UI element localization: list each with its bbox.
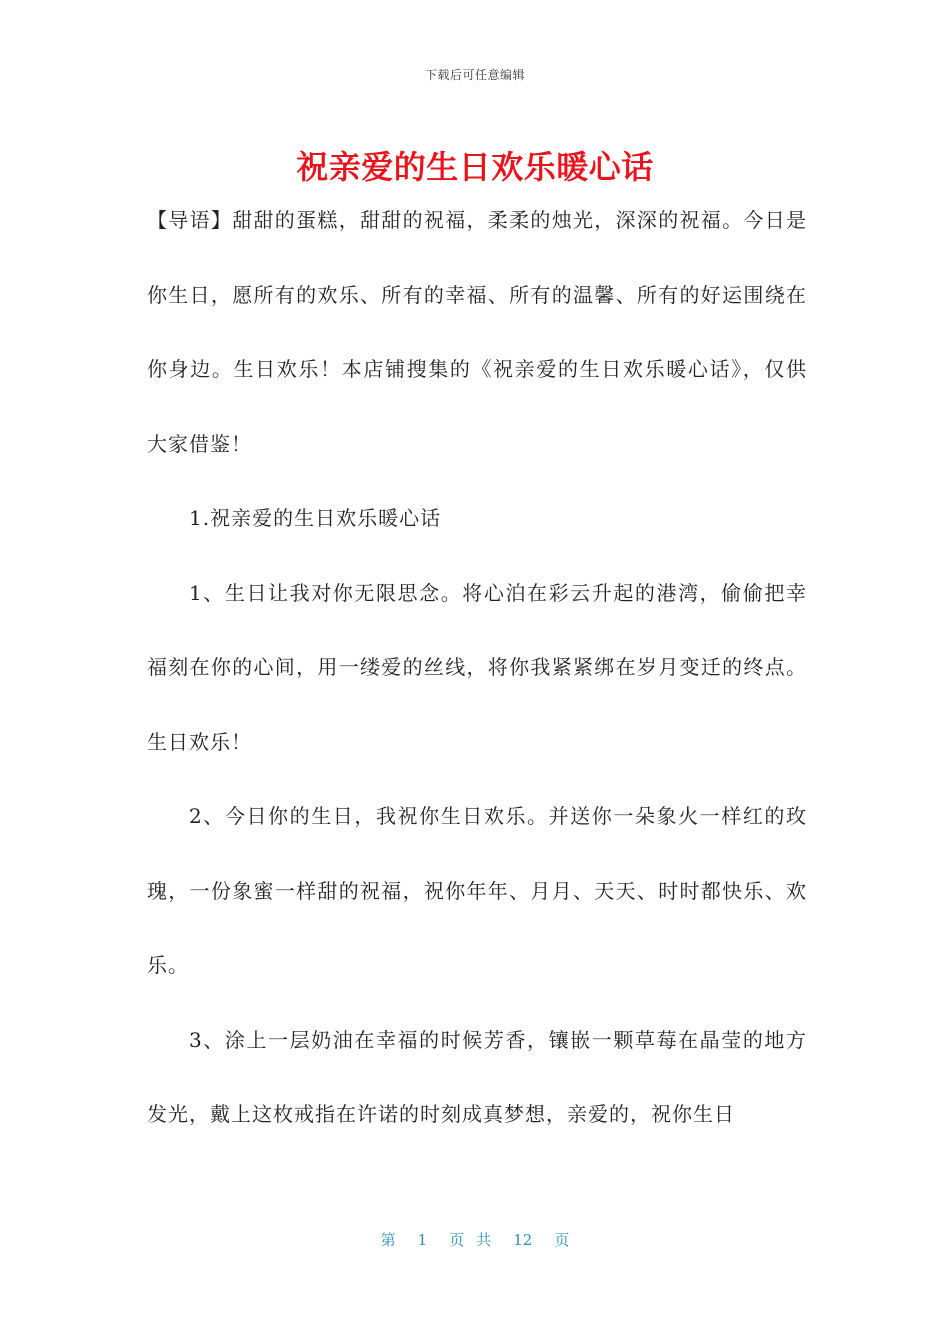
footer-suffix: 页 (554, 1231, 570, 1249)
wish-item-2: 2、今日你的生日，我祝你生日欢乐。并送你一朵象火一样红的玫瑰，一份象蜜一样甜的祝福，祝你年年、月月、天天、时时都快乐、欢乐。 (147, 804, 807, 977)
current-page-number: 1 (417, 1231, 428, 1249)
page-footer (0, 1229, 950, 1250)
footer-prefix: 第 (380, 1231, 396, 1249)
footer-mid: 页共 (449, 1231, 504, 1249)
wish-item-3: 3、涂上一层奶油在幸福的时候芳香，镶嵌一颗草莓在晶莹的地方发光，戴上这枚戒指在许诺的时刻成真梦想，亲爱的，祝你生日 (147, 1027, 807, 1126)
document-title: 祝亲爱的生日欢乐暖心话 (296, 148, 654, 186)
total-pages-number: 12 (513, 1231, 533, 1249)
document-body (147, 183, 807, 1152)
section-heading: 1.祝亲爱的生日欢乐暖心话 (189, 506, 442, 530)
header-note: 下载后可任意编辑 (424, 68, 525, 82)
intro-paragraph: 【导语】甜甜的蛋糕，甜甜的祝福，柔柔的烛光，深深的祝福。今日是你生日，愿所有的欢乐、所有的幸福、所有的温馨、所有的好运围绕在你身边。生日欢乐！本店铺搜集的《祝亲爱的生日欢乐暖心话》，仅供大家借鉴！ (147, 208, 807, 456)
wish-item-1: 1、生日让我对你无限思念。将心泊在彩云升起的港湾，偷偷把幸福刻在你的心间，用一缕爱的丝线，将你我紧紧绑在岁月变迁的终点。生日欢乐！ (147, 580, 807, 754)
